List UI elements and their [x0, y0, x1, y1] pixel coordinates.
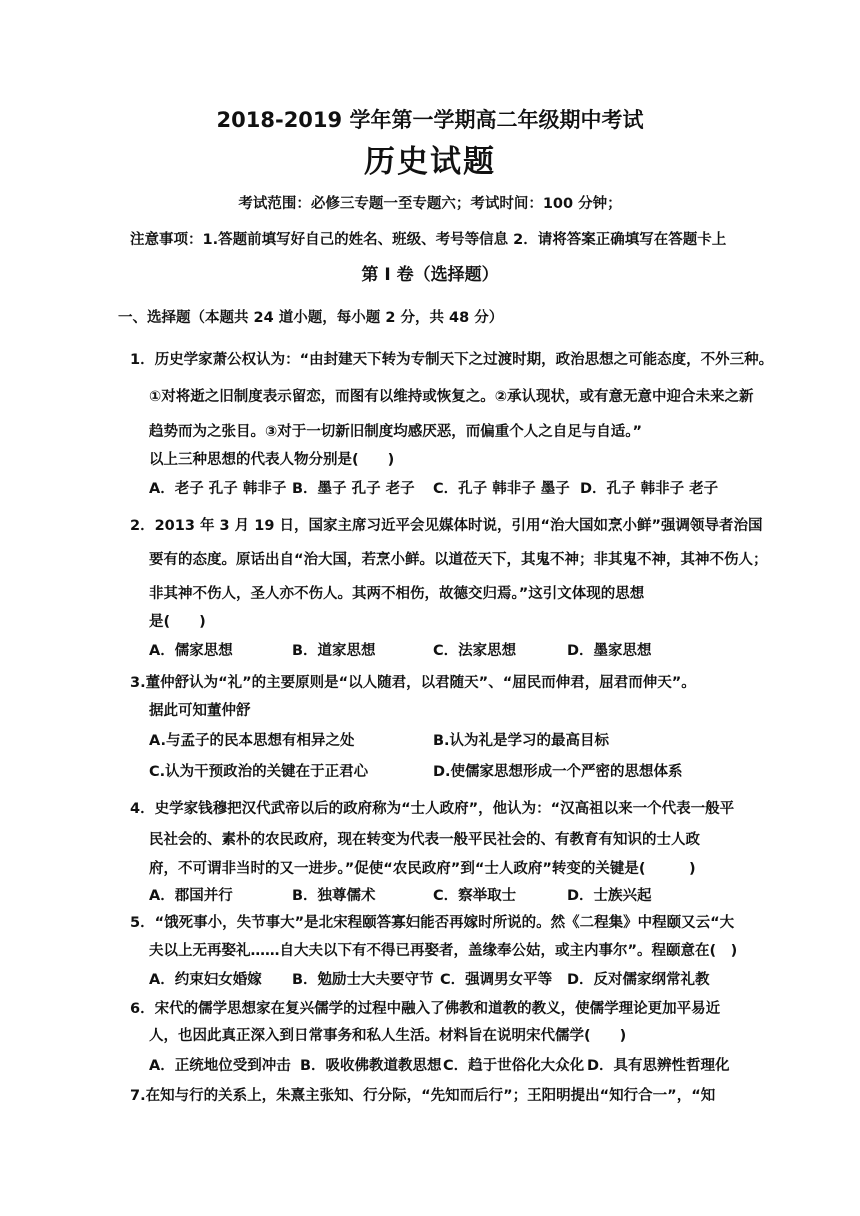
option-b: B．吸收佛教道教思想: [300, 1058, 442, 1074]
option-d: D．孔子 韩非子 老子: [580, 481, 719, 497]
exam-scope: 考试范围：必修三专题一至专题六；考试时间：100 分钟；: [238, 196, 622, 212]
question-text: 非其神不伤人，圣人亦不伤人。其两不相伤，故德交归焉。”这引文体现的思想: [149, 586, 645, 602]
question-text: 5．“饿死事小，失节事大”是北宋程颐答寡妇能否再嫁时所说的。然《二程集》中程颐又云“大: [130, 915, 735, 931]
question-text: 府，不可谓非当时的又一进步。”促使“农民政府”到“士人政府”转变的关键是( ): [149, 861, 696, 877]
question-text: 1．历史学家萧公权认为：“由封建天下转为专制天下之过渡时期，政治思想之可能态度，不外三种。: [130, 352, 774, 368]
option-a: A.与孟子的民本思想有相异之处: [149, 733, 355, 749]
option-b: B．勉励士大夫要守节: [292, 972, 434, 988]
question-text: 民社会的、素朴的农民政府，现在转变为代表一般平民社会的、有教育有知识的士人政: [149, 832, 700, 848]
option-c: C．法家思想: [433, 643, 517, 659]
question-stem: 据此可知董仲舒: [149, 703, 251, 719]
option-a: A．儒家思想: [149, 643, 233, 659]
option-c: C．趋于世俗化大众化: [443, 1058, 585, 1074]
option-a: A．约束妇女婚嫁: [149, 972, 262, 988]
exam-title: 2018-2019 学年第一学期高二年级期中考试: [216, 108, 644, 132]
question-text: 3.董仲舒认为“礼”的主要原则是“以人随君，以君随天”、“屈民而伸君，屈君而伸天”。: [130, 675, 696, 691]
question-stem: 是( ): [149, 614, 206, 630]
option-a: A．正统地位受到冲击: [149, 1058, 291, 1074]
question-text: 7.在知与行的关系上，朱熹主张知、行分际，“先知而后行”；王阳明提出“知行合一”，“知: [130, 1088, 716, 1104]
exam-notice: 注意事项：1.答题前填写好自己的姓名、班级、考号等信息 2．请将答案正确填写在答题卡上: [130, 232, 727, 248]
question-text: 6．宋代的儒学思想家在复兴儒学的过程中融入了佛教和道教的教义，使儒学理论更加平易近: [130, 1001, 721, 1017]
option-b: B．道家思想: [292, 643, 376, 659]
volume-heading: 第 I 卷（选择题）: [361, 265, 499, 285]
option-b: B．墨子 孔子 老子: [292, 481, 415, 497]
question-text: 夫以上无再娶礼……自大夫以下有不得已再娶者，盖缘奉公姑，或主内事尔”。程颐意在( ): [149, 943, 738, 959]
option-a: A．郡国并行: [149, 888, 233, 904]
section-heading: 一、选择题（本题共 24 道小题，每小题 2 分，共 48 分）: [118, 310, 504, 326]
option-d: D．反对儒家纲常礼教: [567, 972, 710, 988]
option-a: A．老子 孔子 韩非子: [149, 481, 287, 497]
question-stem: 以上三种思想的代表人物分别是( ): [149, 452, 395, 468]
option-d: D．墨家思想: [567, 643, 652, 659]
question-text: 4．史学家钱穆把汉代武帝以后的政府称为“士人政府”，他认为：“汉高祖以来一个代表一般平: [130, 801, 735, 817]
question-text: 要有的态度。原话出自“治大国，若烹小鲜。以道莅天下，其鬼不神；非其鬼不神，其神不伤人；: [149, 552, 768, 568]
question-text: 2．2013 年 3 月 19 日，国家主席习近平会见媒体时说，引用“治大国如烹小鲜”强调领导者治国: [130, 518, 763, 534]
question-text: ①对将逝之旧制度表示留恋，而图有以维持或恢复之。②承认现状，或有意无意中迎合未来之新: [149, 389, 754, 405]
option-c: C．孔子 韩非子 墨子: [433, 481, 570, 497]
option-b: B.认为礼是学习的最高目标: [433, 733, 610, 749]
option-d: D.使儒家思想形成一个严密的思想体系: [433, 764, 683, 780]
option-d: D．士族兴起: [567, 888, 652, 904]
option-c: C．强调男女平等: [440, 972, 553, 988]
question-text: 人，也因此真正深入到日常事务和私人生活。材料旨在说明宋代儒学( ): [149, 1028, 627, 1044]
option-b: B．独尊儒术: [292, 888, 376, 904]
question-text: 趋势而为之张目。③对于一切新旧制度均感厌恶，而偏重个人之自足与自适。”: [149, 424, 643, 440]
option-c: C．察举取士: [433, 888, 517, 904]
option-d: D．具有思辨性哲理化: [587, 1058, 730, 1074]
subject-title: 历史试题: [364, 144, 496, 180]
option-c: C.认为干预政治的关键在于正君心: [149, 764, 369, 780]
